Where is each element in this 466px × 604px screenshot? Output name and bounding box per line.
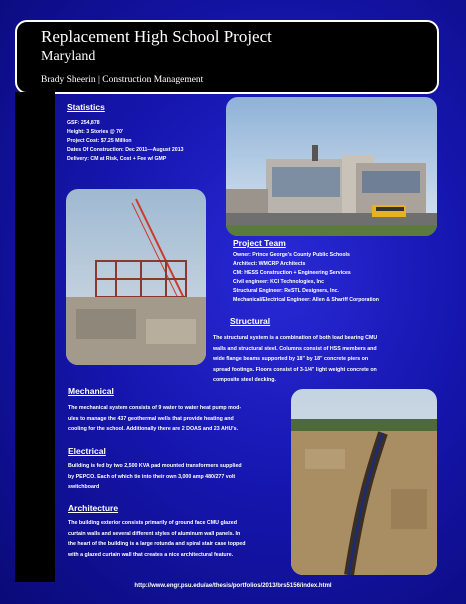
electrical-text: [68, 461, 242, 493]
electrical-line: by PEPCO. Each of which tie into their own 3,000 amp 480/277 volt: [68, 473, 236, 480]
mechanical-heading: Mechanical: [68, 386, 114, 396]
structural-line: walls and structural steel. Columns consist of HSS members and: [213, 345, 377, 352]
architecture-line: curtain walls and several different styles of aluminum wall panels. In: [68, 530, 241, 537]
electrical-heading: Electrical: [68, 446, 106, 456]
structural-text: [213, 333, 377, 386]
project-team-line: Civil engineer: KCI Technologies, Inc: [233, 278, 324, 285]
project-team-line: Owner: Prince George's County Public Schools: [233, 252, 350, 258]
structural-line: spread footings. Floors consist of 3-1/4" light weight concrete on: [213, 366, 377, 373]
statistics-line: GSF: 254,878: [67, 120, 100, 126]
structural-heading: Structural: [230, 316, 271, 326]
mechanical-line: ules to manage the 437 geothermal wells that provide heating and: [68, 415, 234, 422]
building-rendering-photo: [226, 97, 437, 236]
project-team-line: Mechanical/Electrical Engineer: Allen & Shariff Corporation: [233, 296, 379, 303]
statistics-line: Project Cost: $7.25 Million: [67, 137, 132, 144]
statistics-line: Dates Of Construction: Dec 2011—August 2013: [67, 146, 184, 153]
title-banner: [15, 20, 439, 94]
statistics-line: Height: 3 Stories @ 70': [67, 128, 124, 135]
architecture-line: The building exterior consists primarily of ground face CMU glazed: [68, 520, 237, 526]
geothermal-trench-photo: [291, 389, 437, 575]
structural-line: composite steel decking.: [213, 377, 276, 383]
architecture-line: the heart of the building is a large rotunda and spiral stair case topped: [68, 541, 246, 547]
project-team-list: [233, 251, 379, 304]
project-team-heading: Project Team: [233, 238, 286, 248]
author-byline: Brady Sheerin | Construction Management: [41, 75, 204, 85]
portfolio-url: http://www.engr.psu.edu/ae/thesis/portfolios/2013/brs5156/index.html: [134, 583, 332, 589]
statistics-heading: Statistics: [67, 102, 105, 112]
architecture-text: [68, 518, 245, 560]
mechanical-line: The mechanical system consists of 9 water to water heat pump mod-: [68, 405, 242, 411]
statistics-line: Delivery: CM at Risk, Cost + Fee w/ GMP: [67, 155, 167, 162]
structural-line: wide flange beams supported by 18" by 18" concrete piers on: [213, 356, 369, 362]
steel-construction-photo: [66, 189, 206, 365]
mechanical-text: [68, 403, 241, 435]
black-sidebar-bar: [15, 92, 55, 582]
page-title: Replacement High School Project: [41, 27, 272, 46]
electrical-line: Building is fed by two 2,500 KVA pad mounted transformers supplied: [68, 463, 242, 469]
project-team-line: Structural Engineer: ReSTL Designers, Inc.: [233, 287, 339, 294]
project-team-line: Architect: WMCRP Architects: [233, 260, 306, 267]
architecture-line: with a glazed curtain wall that creates a nice architectural feature.: [68, 551, 234, 558]
architecture-heading: Architecture: [68, 503, 119, 513]
mechanical-line: cooling for the school. Additionally there are 2 DOAS and 23 AHU's.: [68, 426, 239, 432]
structural-line: The structural system is a combination of both load bearing CMU: [213, 335, 378, 341]
electrical-line: switchboard: [68, 484, 100, 490]
project-team-line: CM: HESS Construction + Engineering Services: [233, 269, 351, 276]
page-subtitle: Maryland: [41, 49, 96, 64]
statistics-list: [67, 119, 183, 164]
